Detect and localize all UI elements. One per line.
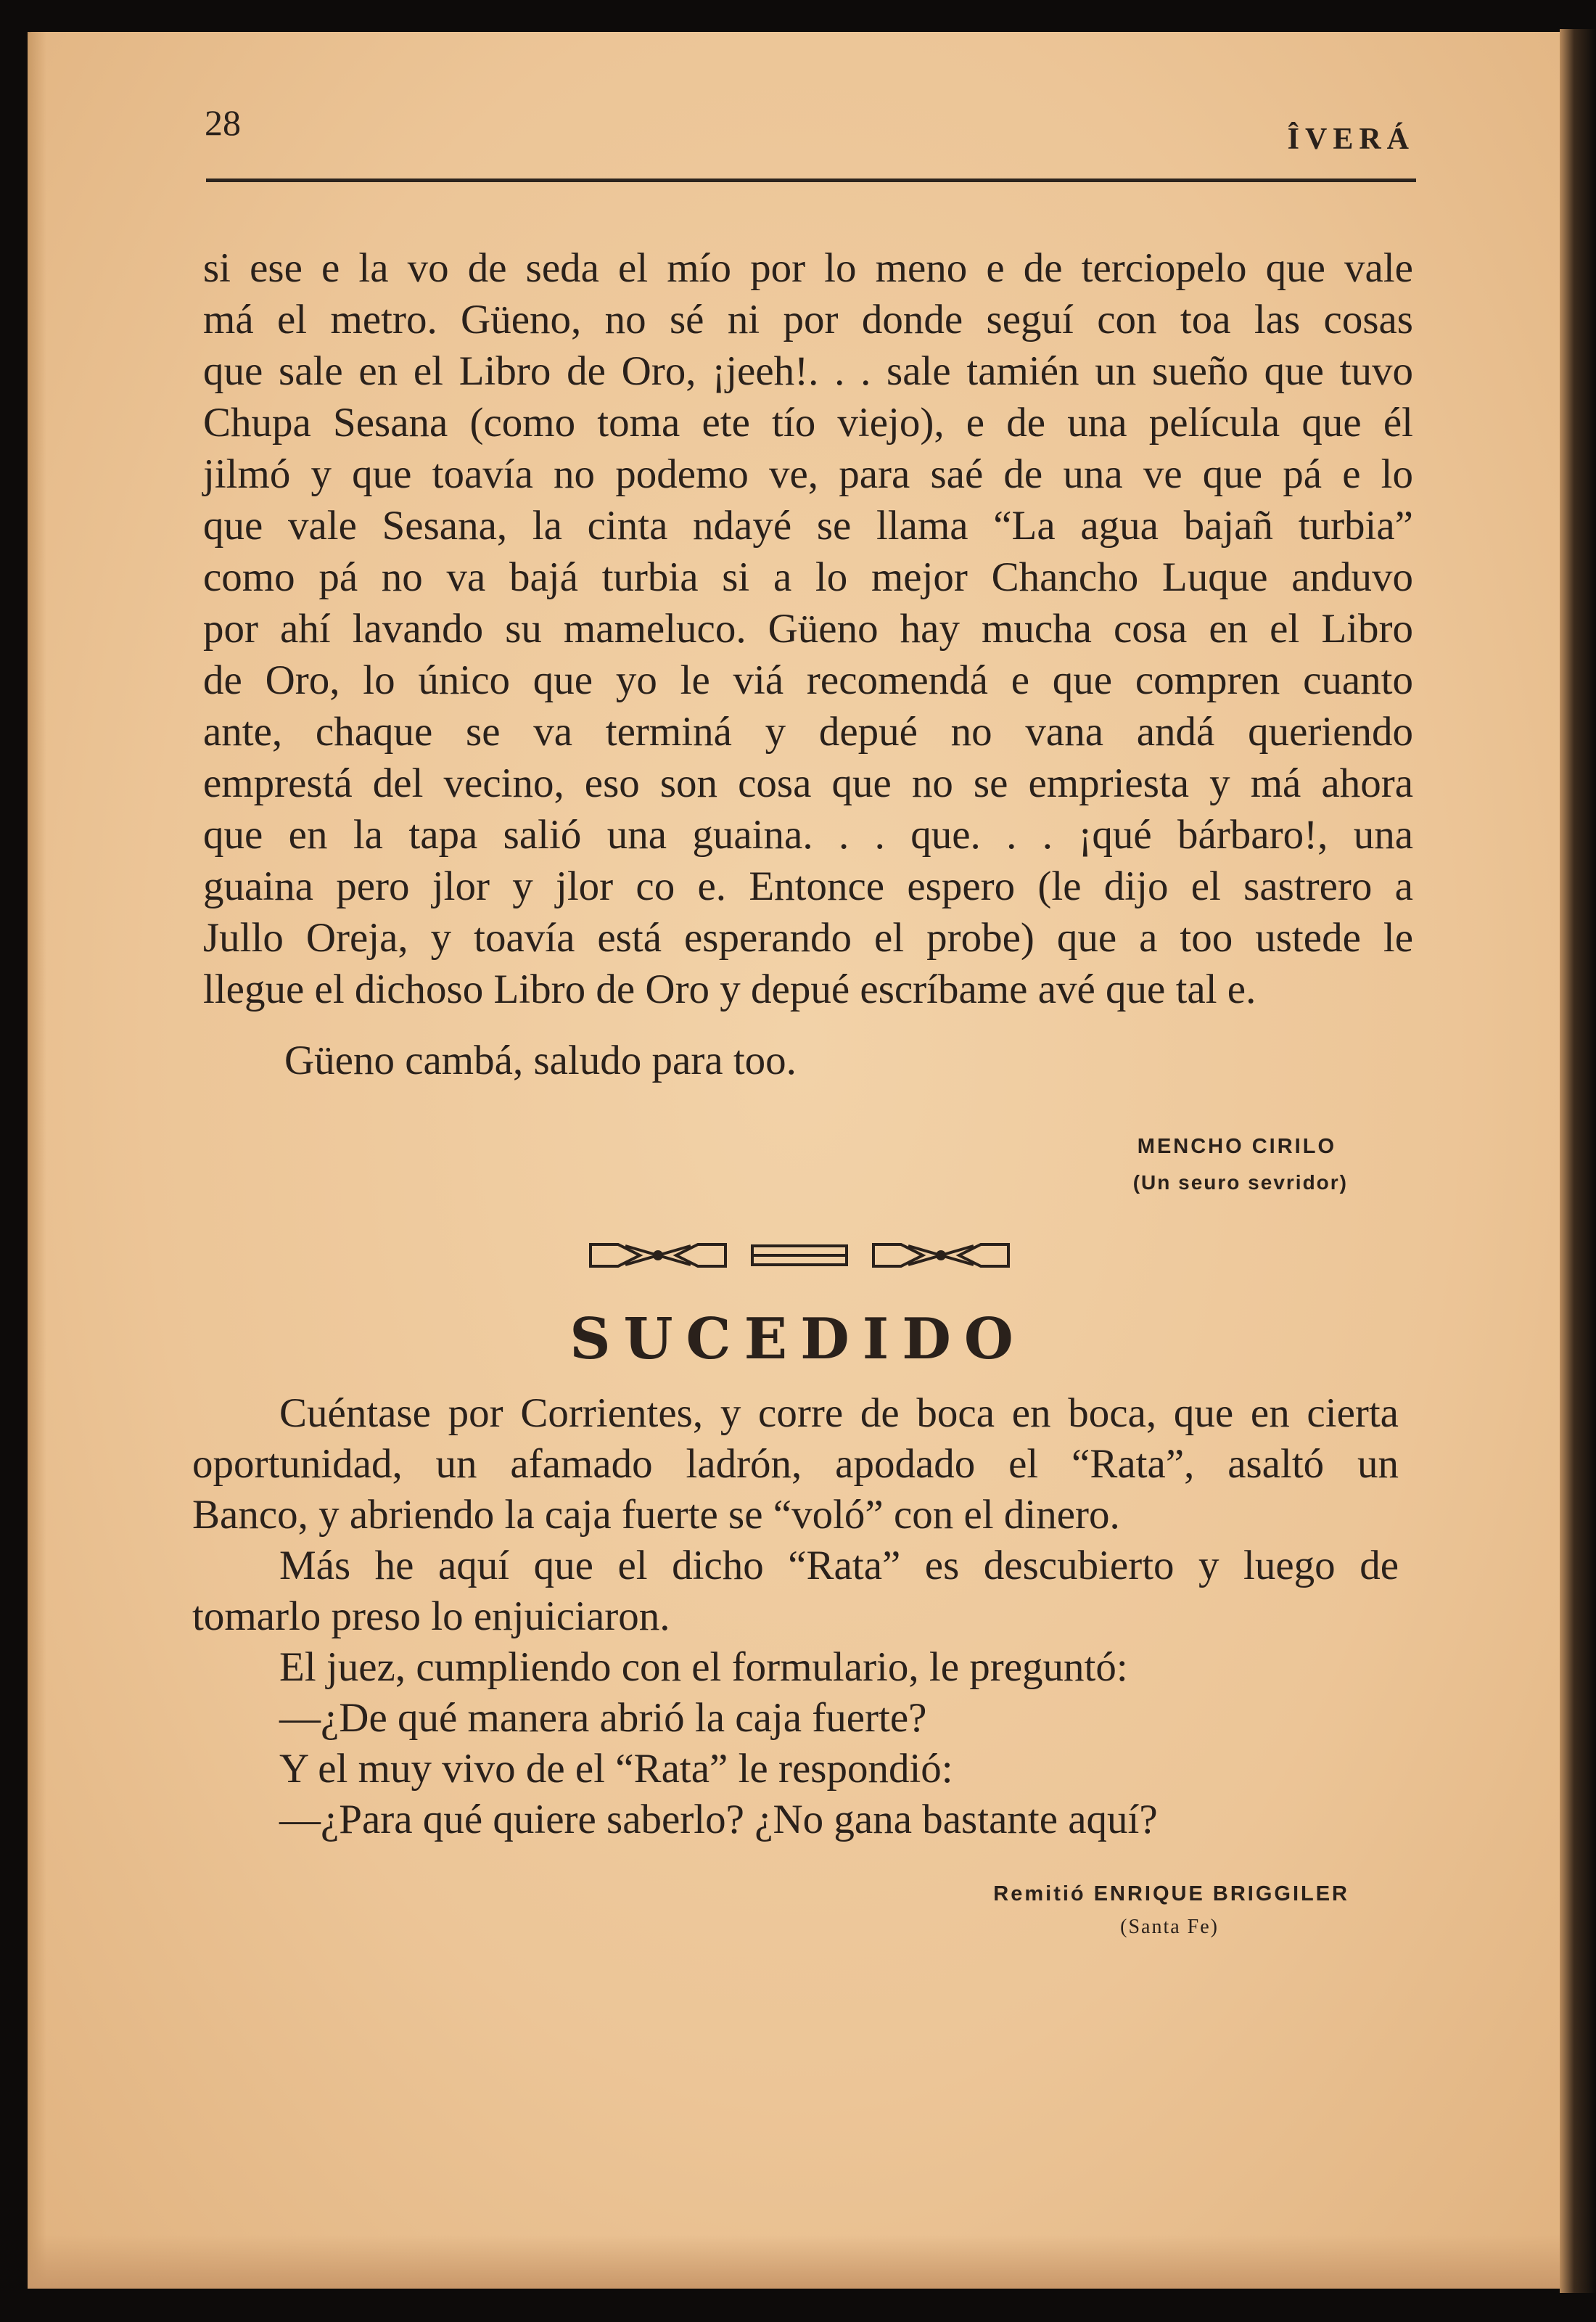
header-rule <box>206 179 1416 182</box>
text-line: Jullo Oreja, y toavía está esperando el probe) que a too ustede le <box>203 915 1413 961</box>
text-line: Y el muy vivo de el “Rata” le respondió: <box>279 1746 953 1792</box>
signature-name: MENCHO CIRILO <box>1137 1135 1336 1158</box>
text-line: El juez, cumpliendo con el formulario, le preguntó: <box>279 1644 1128 1690</box>
text-line: si ese e la vo de seda el mío por lo meno e de terciopelo que vale <box>203 245 1413 291</box>
text-line: como pá no va bajá turbia si a lo mejor Chancho Luque anduvo <box>203 554 1413 600</box>
text-line: Más he aquí que el dicho “Rata” es descubierto y luego de <box>279 1543 1399 1588</box>
text-line: guaina pero jlor y jlor co e. Entonce espero (le dijo el sastrero a <box>203 863 1413 909</box>
text-line: ante, chaque se va terminá y depué no vana andá queriendo <box>203 709 1413 755</box>
letter-closing: Güeno cambá, saludo para too. <box>284 1038 797 1083</box>
page-bottom-shadow <box>28 2235 1573 2289</box>
text-line: jilmó y que toavía no podemo ve, para saé de una ve que pá e lo <box>203 451 1413 497</box>
signature-note: (Un seuro sevridor) <box>1132 1171 1348 1194</box>
text-line: Chupa Sesana (como toma ete tío viejo), e de una película que él <box>203 400 1413 446</box>
text-line: emprestá del vecino, eso son cosa que no se empriesta y má ahora <box>203 760 1413 806</box>
text-line: má el metro. Güeno, no sé ni por donde seguí con toa las cosas <box>203 297 1413 342</box>
text-line: que sale en el Libro de Oro, ¡jeeh!. . . sale tamién un sueño que tuvo <box>203 348 1413 394</box>
page-edge-shadow <box>28 32 46 2289</box>
text-line: por ahí lavando su mameluco. Güeno hay mucha cosa en el Libro <box>203 606 1413 652</box>
book-spine <box>1560 29 1596 2293</box>
ornament-center <box>752 1246 847 1265</box>
text-line: Banco, y abriendo la caja fuerte se “voló” con el dinero. <box>192 1492 1120 1538</box>
page-number: 28 <box>205 102 241 143</box>
story-title: SUCEDIDO <box>569 1306 1027 1372</box>
ornament-right <box>873 1244 1008 1266</box>
ornament-left <box>591 1244 725 1266</box>
text-line: Cuéntase por Corrientes, y corre de boca en boca, que en cierta <box>279 1390 1399 1436</box>
text-line: tomarlo preso lo enjuiciaron. <box>192 1593 670 1639</box>
story-credit-place: (Santa Fe) <box>1120 1916 1219 1938</box>
text-line: de Oro, lo único que yo le viá recomendá e que compren cuanto <box>203 657 1413 703</box>
text-line: llegue el dichoso Libro de Oro y depué escríbame avé que tal e. <box>203 967 1256 1012</box>
text-line: —¿De qué manera abrió la caja fuerte? <box>279 1695 927 1741</box>
decorative-ornament-divider <box>589 1237 1010 1273</box>
text-line: —¿Para qué quiere saberlo? ¿No gana bastante aquí? <box>279 1797 1158 1842</box>
text-line: que vale Sesana, la cinta ndayé se llama “La agua bajañ turbia” <box>203 503 1413 549</box>
text-line: oportunidad, un afamado ladrón, apodado el “Rata”, asaltó un <box>192 1441 1399 1487</box>
text-line: que en la tapa salió una guaina. . . que. . . ¡qué bárbaro!, una <box>203 812 1413 858</box>
running-head: ÎVERÁ <box>1287 123 1415 156</box>
story-credit: Remitió ENRIQUE BRIGGILER <box>993 1882 1349 1905</box>
